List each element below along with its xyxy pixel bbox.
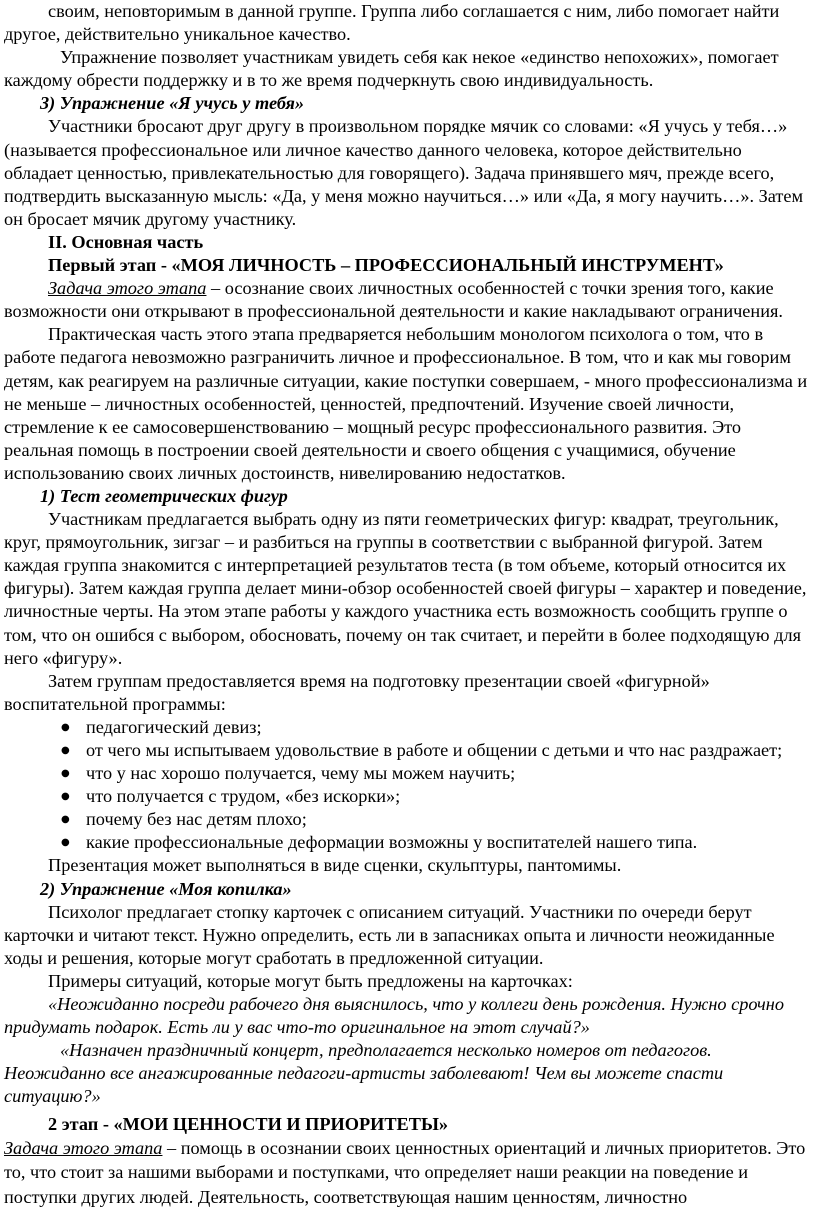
exercise-3-heading: 3) Упражнение «Я учусь у тебя»	[40, 93, 305, 114]
stage-2-task	[4, 1136, 808, 1210]
bullet-item: ● что у нас хорошо получается, чему мы можем научить;	[86, 762, 808, 785]
task-label: Задача этого этапа	[48, 278, 207, 299]
stage-1-task	[4, 277, 808, 323]
exercise-3-text: Участники бросают друг другу в произвольном порядке мячик со словами: «Я учусь у тебя…» (называется профессиональное или личное качество данного человека, которое действительно обладает ценностью, привлекательностью для говорящего). Задача принявшего мяч, прежде всего, подтвердить высказанную мысль: «Да, у меня можно научиться…» или «Да, я могу научить…». Затем он бросает мячик другому участнику.	[4, 116, 804, 229]
test-heading: 1) Тест геометрических фигур	[40, 485, 288, 506]
bullet-item: ● педагогический девиз;	[86, 716, 808, 739]
intro-paragraph-2: Упражнение позволяет участникам увидеть себя как некое «единство непохожих», помогает каждому обрести поддержку и в то же время подчеркнуть свою индивидуальность.	[4, 47, 779, 91]
bullet-item: ● почему без нас детям плохо;	[86, 808, 808, 831]
main-part-heading: II. Основная часть	[48, 231, 204, 252]
presentation-bullet-list	[4, 716, 808, 855]
stage-2-heading: 2 этап - «МОИ ЦЕННОСТИ И ПРИОРИТЕТЫ»	[48, 1113, 449, 1134]
test-paragraph-2: Затем группам предоставляется время на подготовку презентации своей «фигурной» воспитательной программы:	[4, 670, 710, 714]
stage-2-task-label: Задача этого этапа	[4, 1137, 163, 1158]
exercise-2-paragraph-1: Психолог предлагает стопку карточек с описанием ситуаций. Участники по очереди берут карточки и читают текст. Нужно определить, есть ли в запасниках опыта и личности неожиданные ходы и решения, которые могут сработать в предложенной ситуации.	[4, 901, 775, 968]
bullet-item: ● от чего мы испытываем удовольствие в работе и общении с детьми и что нас раздражает;	[86, 739, 808, 762]
intro-paragraph-1: своим, неповторимым в данной группе. Группа либо соглашается с ним, либо помогает найти другое, действительно уникальное качество.	[4, 1, 780, 45]
bullet-item: ● что получается с трудом, «без искорки»;	[86, 785, 808, 808]
bullet-item: ● какие профессиональные деформации возможны у воспитателей нашего типа.	[86, 831, 808, 854]
stage-1-practical-paragraph: Практическая часть этого этапа предваряется небольшим монологом психолога о том, что в работе педагога невозможно разграничить личное и профессиональное. В том, что и как мы говорим детям, как реагируем на различные ситуации, какие поступки совершаем, - много профессионализма и не меньше – личностных особенностей, ценностей, предпочтений. Изучение своей личности, стремление к ее самосовершенствованию – мощный ресурс профессионального развития. Это реальная помощь в построении своей деятельности и своего общения с учащимися, обучение использованию своих личных достоинств, нивелированию недостатков.	[4, 324, 808, 483]
exercise-2-paragraph-2: Примеры ситуаций, которые могут быть предложены на карточках:	[48, 970, 573, 991]
situation-case-1: «Неожиданно посреди рабочего дня выяснилось, что у коллеги день рождения. Нужно срочно придумать подарок. Есть ли у вас что-то оригинальное на этот случай?»	[4, 994, 784, 1038]
task-text: – осознание своих личностных особенностей с точки зрения того, какие возможности они открывают в профессиональной деятельности и какие накладывают ограничения.	[4, 278, 783, 322]
test-paragraph-3: Презентация может выполняться в виде сценки, скульптуры, пантомимы.	[48, 855, 622, 876]
test-paragraph-1: Участникам предлагается выбрать одну из пяти геометрических фигур: квадрат, треугольник, круг, прямоугольник, зигзаг – и разбиться на группы в соответствии с выбранной фигурой. Затем каждая группа знакомится с интерпретацией результатов теста (в том объеме, который относится их фигуры). Затем каждая группа делает мини-обзор особенностей своей фигуры – характер и поведение, личностные черты. На этом этапе работы у каждого участника есть возможность сообщить группе о том, что он ошибся с выбором, обосновать, почему он так считает, и перейти в более подходящую для него «фигуру».	[4, 509, 807, 668]
stage-1-heading: Первый этап - «МОЯ ЛИЧНОСТЬ – ПРОФЕССИОНАЛЬНЫЙ ИНСТРУМЕНТ»	[48, 255, 724, 276]
stage-2-task-text: – помощь в осознании своих ценностных ориентаций и личных приоритетов. Это то, что стоит за нашими выборами и поступками, что определяет наши реакции на поведение и поступки других людей. Деятельность, соответствующая нашим ценностям, личностно	[4, 1137, 806, 1207]
situation-case-2: «Назначен праздничный концерт, предполагается несколько номеров от педагогов. Неожиданно все ангажированные педагоги-артисты заболевают! Чем вы можете спасти ситуацию?»	[4, 1040, 724, 1107]
exercise-2-heading: 2) Упражнение «Моя копилка»	[40, 878, 292, 899]
